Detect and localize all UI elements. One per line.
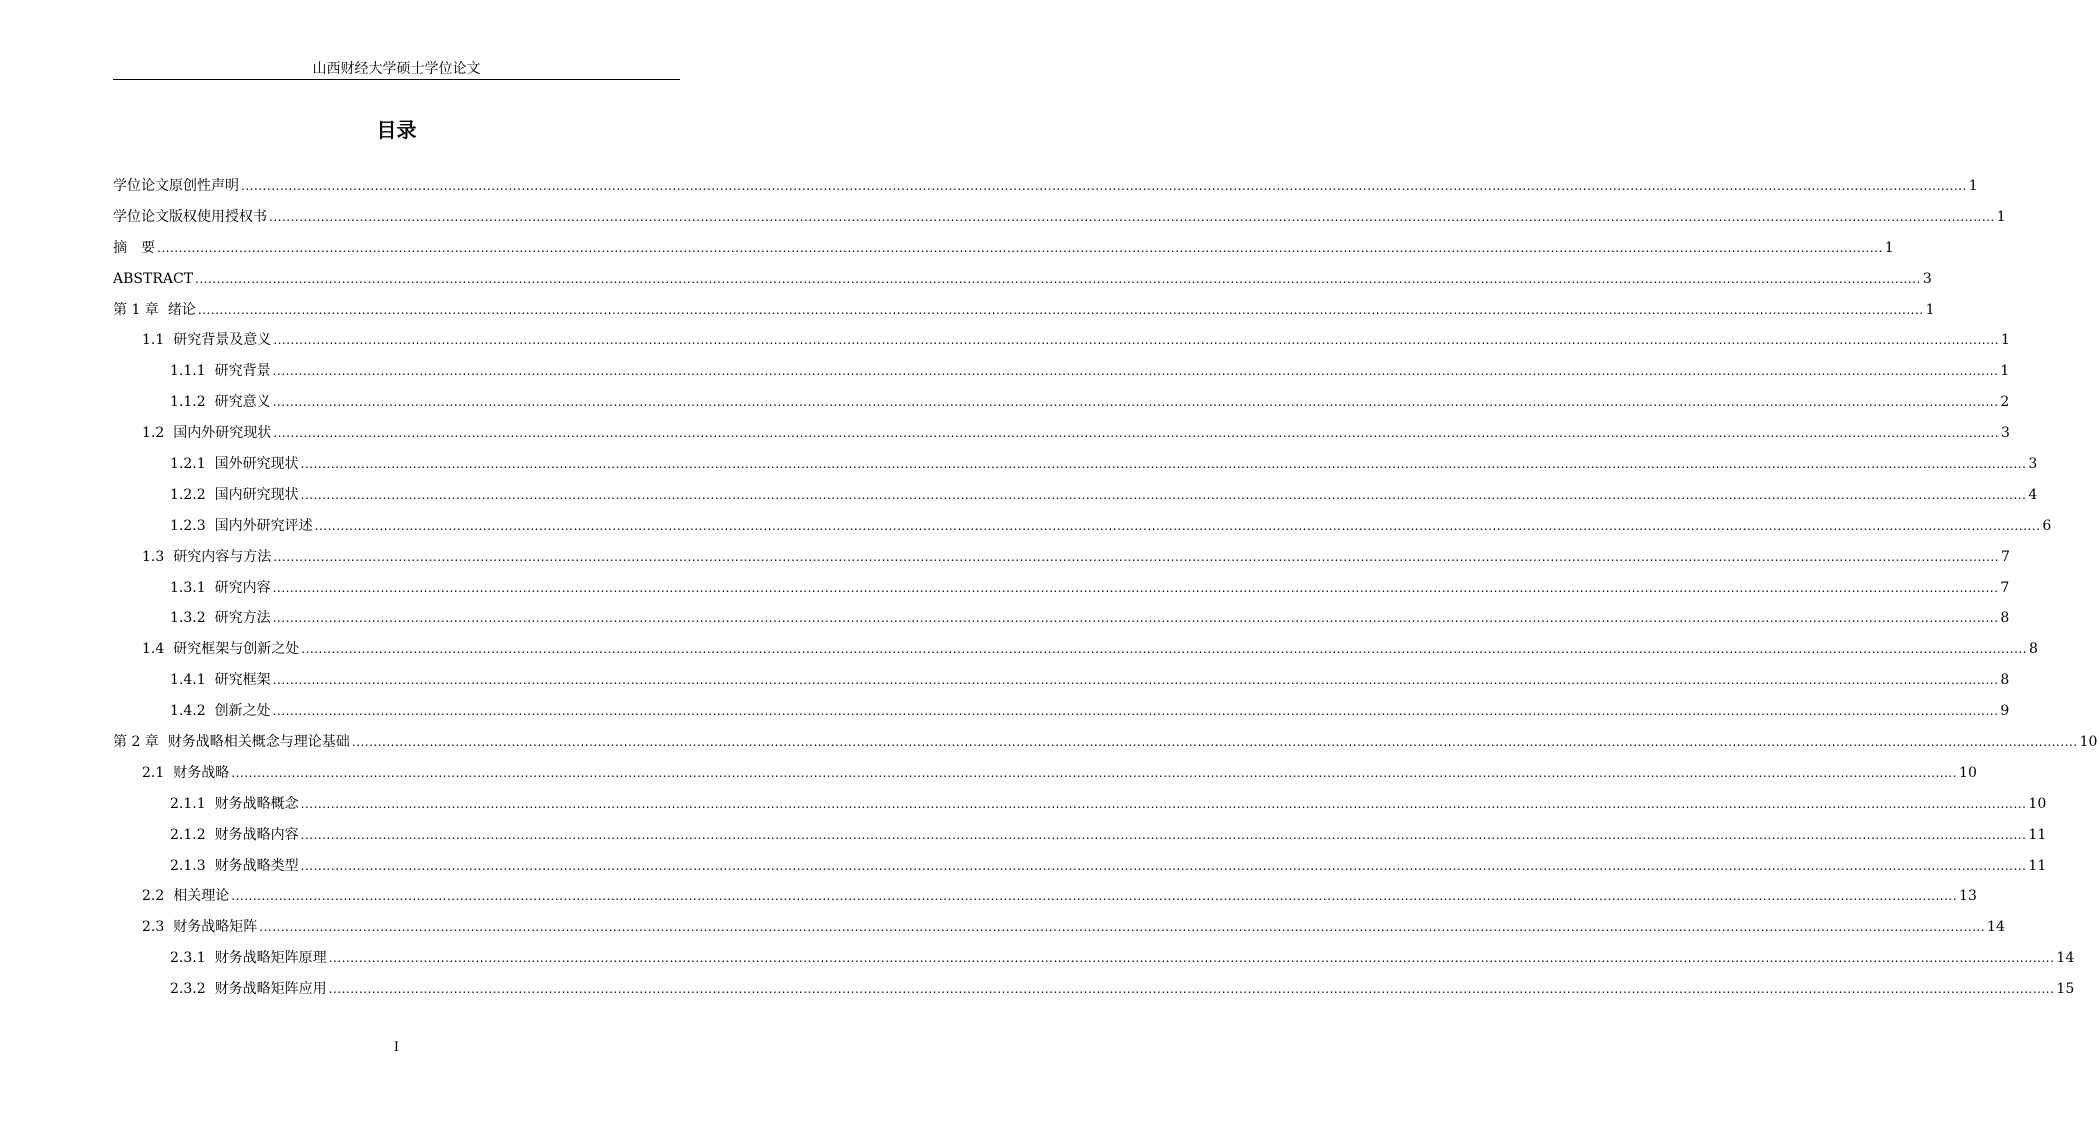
toc-entry[interactable] xyxy=(113,328,2010,359)
toc-entry-number: 1.2.2 xyxy=(170,486,206,503)
toc-entry-label xyxy=(142,637,299,661)
toc-entry-label xyxy=(170,514,313,538)
toc-entry-number: 1.1.1 xyxy=(170,363,206,380)
toc-entry-label xyxy=(170,452,299,476)
toc-entry-page: 10 xyxy=(2079,734,2097,751)
toc-entry-number: 1.4 xyxy=(142,641,165,658)
toc-entry-number: 2.1.2 xyxy=(170,826,206,843)
toc-entry-page: 6 xyxy=(2042,517,2052,534)
toc-entry-text: 绪论 xyxy=(167,301,196,318)
toc-entry[interactable] xyxy=(113,884,1977,915)
toc-entry-page: 7 xyxy=(2000,579,2010,596)
toc-entry-page: 1 xyxy=(2001,332,2010,349)
toc-entry[interactable] xyxy=(113,761,1977,792)
toc-entry[interactable] xyxy=(113,637,2038,668)
toc-entry-page: 1 xyxy=(1996,208,2006,225)
toc-entry-text: 财务战略内容 xyxy=(214,826,299,843)
toc-entry[interactable] xyxy=(113,576,2010,607)
toc-entry[interactable] xyxy=(113,359,2010,390)
dot-leader: ................................................................................................................................................................................................................................................................................................................................................................................................................ xyxy=(273,549,2000,564)
dot-leader: ................................................................................................................................................................................................................................................................................................................................................................................................................ xyxy=(269,209,1995,224)
toc-entry-number: 2.3 xyxy=(142,919,165,936)
dot-leader: ................................................................................................................................................................................................................................................................................................................................................................................................................ xyxy=(272,673,1999,688)
dot-leader: ................................................................................................................................................................................................................................................................................................................................................................................................................ xyxy=(273,426,2000,441)
toc-entry-page: 15 xyxy=(2056,981,2075,998)
toc-entry-text: 国内外研究现状 xyxy=(173,425,272,442)
dot-leader: ................................................................................................................................................................................................................................................................................................................................................................................................................ xyxy=(259,920,1986,935)
toc-entry-page: 14 xyxy=(1987,919,2005,936)
dot-leader: ................................................................................................................................................................................................................................................................................................................................................................................................................ xyxy=(300,858,2027,873)
toc-entry-text: 研究框架与创新之处 xyxy=(173,641,300,658)
toc-entry-text: 财务战略类型 xyxy=(214,857,299,874)
toc-entry-page: 10 xyxy=(1959,764,1977,781)
toc-entry-number: 2.1.1 xyxy=(170,795,206,812)
dot-leader: ................................................................................................................................................................................................................................................................................................................................................................................................................ xyxy=(272,395,1999,410)
toc-entry-page: 8 xyxy=(2029,641,2038,658)
toc-entry-number: 1.4.2 xyxy=(170,703,206,720)
toc-entry-text: 研究方法 xyxy=(214,610,271,627)
toc-entry-number: 1.1.2 xyxy=(170,394,206,411)
toc-entry-text: 财务战略矩阵应用 xyxy=(214,981,327,998)
toc-entry-label xyxy=(170,823,299,847)
toc-entry-number: 2.2 xyxy=(142,888,165,905)
toc-entry-label xyxy=(142,915,257,939)
toc-entry-text: 学位论文版权使用授权书 xyxy=(113,208,267,225)
toc-entry[interactable] xyxy=(113,915,2005,946)
toc-entry-label xyxy=(170,390,271,414)
toc-entry-label xyxy=(170,483,299,507)
toc-entry-page: 14 xyxy=(2056,950,2075,967)
toc-entry[interactable] xyxy=(113,946,2075,977)
toc-entry-label xyxy=(170,699,271,723)
toc-entry-text: 摘 要 xyxy=(113,239,155,256)
dot-leader: ................................................................................................................................................................................................................................................................................................................................................................................................................ xyxy=(300,457,2027,472)
toc-entry-label xyxy=(142,884,229,908)
toc-entry-label xyxy=(113,236,155,260)
toc-entry-label xyxy=(170,359,271,383)
toc-entry-text: 国内研究现状 xyxy=(214,486,299,503)
dot-leader: ................................................................................................................................................................................................................................................................................................................................................................................................................ xyxy=(231,765,1958,780)
toc-entry-page: 3 xyxy=(1922,270,1932,287)
toc-entry-page: 11 xyxy=(2028,826,2047,843)
toc-entry[interactable] xyxy=(113,298,1935,329)
toc-entry[interactable] xyxy=(113,236,1894,267)
dot-leader: ................................................................................................................................................................................................................................................................................................................................................................................................................ xyxy=(272,580,1999,595)
toc-entry-number: 1.2 xyxy=(142,425,165,442)
toc-entry-label xyxy=(142,328,271,352)
toc-entry-page: 8 xyxy=(2000,610,2010,627)
toc-entry-number: 2.3.1 xyxy=(170,950,206,967)
toc-entry[interactable] xyxy=(113,174,1978,205)
dot-leader: ................................................................................................................................................................................................................................................................................................................................................................................................................ xyxy=(197,302,1924,317)
toc-entry-text: 创新之处 xyxy=(214,703,271,720)
toc-entry[interactable] xyxy=(113,823,2047,854)
toc-entry-label xyxy=(142,761,229,785)
toc-entry[interactable] xyxy=(113,668,2010,699)
toc-entry-page: 9 xyxy=(2000,703,2010,720)
toc-entry-text: 财务战略矩阵 xyxy=(173,919,258,936)
toc-entry-page: 13 xyxy=(1959,888,1977,905)
toc-entry-page: 1 xyxy=(1925,301,1935,318)
toc-entry-label xyxy=(170,977,327,1001)
toc-entry-label xyxy=(170,576,271,600)
toc-entry-text: 财务战略 xyxy=(173,764,230,781)
dot-leader: ................................................................................................................................................................................................................................................................................................................................................................................................................ xyxy=(314,518,2041,533)
toc-entry-number: 1.3.2 xyxy=(170,610,206,627)
dot-leader: ................................................................................................................................................................................................................................................................................................................................................................................................................ xyxy=(272,611,1999,626)
dot-leader: ................................................................................................................................................................................................................................................................................................................................................................................................................ xyxy=(300,827,2027,842)
toc-entry-text: 财务战略概念 xyxy=(214,795,299,812)
toc-entry-label xyxy=(170,854,299,878)
toc-entry-text: 学位论文原创性声明 xyxy=(113,178,239,194)
toc-entry-text: 研究背景 xyxy=(214,363,271,380)
toc-entry-page: 4 xyxy=(2028,486,2038,503)
toc-entry-number: 1.2.3 xyxy=(170,517,206,534)
toc-entry-label xyxy=(113,267,193,291)
toc-entry-text: 财务战略矩阵原理 xyxy=(214,950,327,967)
toc-entry-page: 1 xyxy=(1968,178,1978,194)
toc-entry-page: 11 xyxy=(2028,857,2047,874)
toc-entry-number: 1.3 xyxy=(142,548,165,565)
table-of-contents xyxy=(113,174,2097,1008)
toc-entry[interactable] xyxy=(113,606,2010,637)
toc-entry-text: 研究内容与方法 xyxy=(173,548,272,565)
toc-entry[interactable] xyxy=(113,699,2010,730)
dot-leader: ................................................................................................................................................................................................................................................................................................................................................................................................................ xyxy=(301,642,2028,657)
toc-entry-label xyxy=(113,205,267,229)
toc-entry-page: 1 xyxy=(1884,239,1894,256)
toc-entry-page: 3 xyxy=(2028,456,2038,473)
toc-entry-text: ABSTRACT xyxy=(113,270,194,287)
toc-entry-number: 1.2.1 xyxy=(170,456,206,473)
toc-entry[interactable] xyxy=(113,452,2038,483)
toc-entry-page: 1 xyxy=(2000,363,2010,380)
toc-entry-text: 研究意义 xyxy=(214,394,271,411)
toc-entry-text: 国内外研究评述 xyxy=(214,517,313,534)
toc-entry-text: 相关理论 xyxy=(173,888,230,905)
toc-entry-page: 7 xyxy=(2001,548,2010,565)
toc-title: 目录 xyxy=(376,118,417,142)
toc-entry[interactable] xyxy=(113,730,2097,761)
toc-entry-number: 1.3.1 xyxy=(170,579,206,596)
toc-entry[interactable] xyxy=(113,205,2006,236)
toc-entry-number: 1.4.1 xyxy=(170,672,206,689)
toc-entry-label xyxy=(170,946,327,970)
toc-entry-text: 研究背景及意义 xyxy=(173,332,272,349)
toc-entry-label xyxy=(142,545,271,569)
toc-entry-number: 第 2 章 xyxy=(113,734,159,751)
toc-entry-page: 8 xyxy=(2000,672,2010,689)
toc-entry-text: 研究框架 xyxy=(214,672,271,689)
toc-entry-label xyxy=(113,298,196,322)
toc-entry-page: 2 xyxy=(2000,394,2010,411)
toc-entry-number: 2.1.3 xyxy=(170,857,206,874)
toc-entry[interactable] xyxy=(113,390,2010,421)
toc-entry[interactable] xyxy=(113,267,1932,298)
dot-leader: ................................................................................................................................................................................................................................................................................................................................................................................................................ xyxy=(300,796,2027,811)
toc-entry-label xyxy=(170,792,299,816)
dot-leader: ................................................................................................................................................................................................................................................................................................................................................................................................................ xyxy=(272,704,1999,719)
toc-entry-page: 10 xyxy=(2028,795,2047,812)
dot-leader: ................................................................................................................................................................................................................................................................................................................................................................................................................ xyxy=(328,982,2055,997)
toc-entry-number: 2.1 xyxy=(142,764,165,781)
toc-entry-text: 财务战略相关概念与理论基础 xyxy=(167,734,350,751)
toc-entry[interactable] xyxy=(113,545,2010,576)
header-rule xyxy=(113,79,680,80)
toc-entry-number: 第 1 章 xyxy=(113,301,159,318)
toc-entry[interactable] xyxy=(113,854,2047,885)
dot-leader: ................................................................................................................................................................................................................................................................................................................................................................................................................ xyxy=(351,735,2078,750)
toc-entry[interactable] xyxy=(113,483,2038,514)
toc-entry-number: 2.3.2 xyxy=(170,981,206,998)
dot-leader: ................................................................................................................................................................................................................................................................................................................................................................................................................ xyxy=(328,951,2055,966)
toc-entry-page: 3 xyxy=(2001,425,2010,442)
toc-entry-label xyxy=(142,421,271,445)
toc-entry-label xyxy=(113,730,350,754)
toc-entry[interactable] xyxy=(113,421,2010,452)
toc-entry[interactable] xyxy=(113,792,2047,823)
toc-entry-label xyxy=(170,668,271,692)
running-header: 山西财经大学硕士学位论文 xyxy=(312,61,481,77)
dot-leader: ................................................................................................................................................................................................................................................................................................................................................................................................................ xyxy=(231,889,1958,904)
dot-leader: ................................................................................................................................................................................................................................................................................................................................................................................................................ xyxy=(272,364,1999,379)
toc-entry-label xyxy=(113,174,239,198)
dot-leader: ................................................................................................................................................................................................................................................................................................................................................................................................................ xyxy=(241,179,1967,193)
dot-leader: ................................................................................................................................................................................................................................................................................................................................................................................................................ xyxy=(157,240,1883,255)
toc-entry-text: 研究内容 xyxy=(214,579,271,596)
toc-entry[interactable] xyxy=(113,977,2075,1008)
toc-entry-label xyxy=(170,606,271,630)
toc-entry-text: 国外研究现状 xyxy=(214,456,299,473)
page-number: I xyxy=(393,1040,400,1055)
dot-leader: ................................................................................................................................................................................................................................................................................................................................................................................................................ xyxy=(195,271,1921,286)
toc-entry-number: 1.1 xyxy=(142,332,165,349)
toc-entry[interactable] xyxy=(113,514,2052,545)
dot-leader: ................................................................................................................................................................................................................................................................................................................................................................................................................ xyxy=(273,333,2000,348)
dot-leader: ................................................................................................................................................................................................................................................................................................................................................................................................................ xyxy=(300,487,2027,502)
